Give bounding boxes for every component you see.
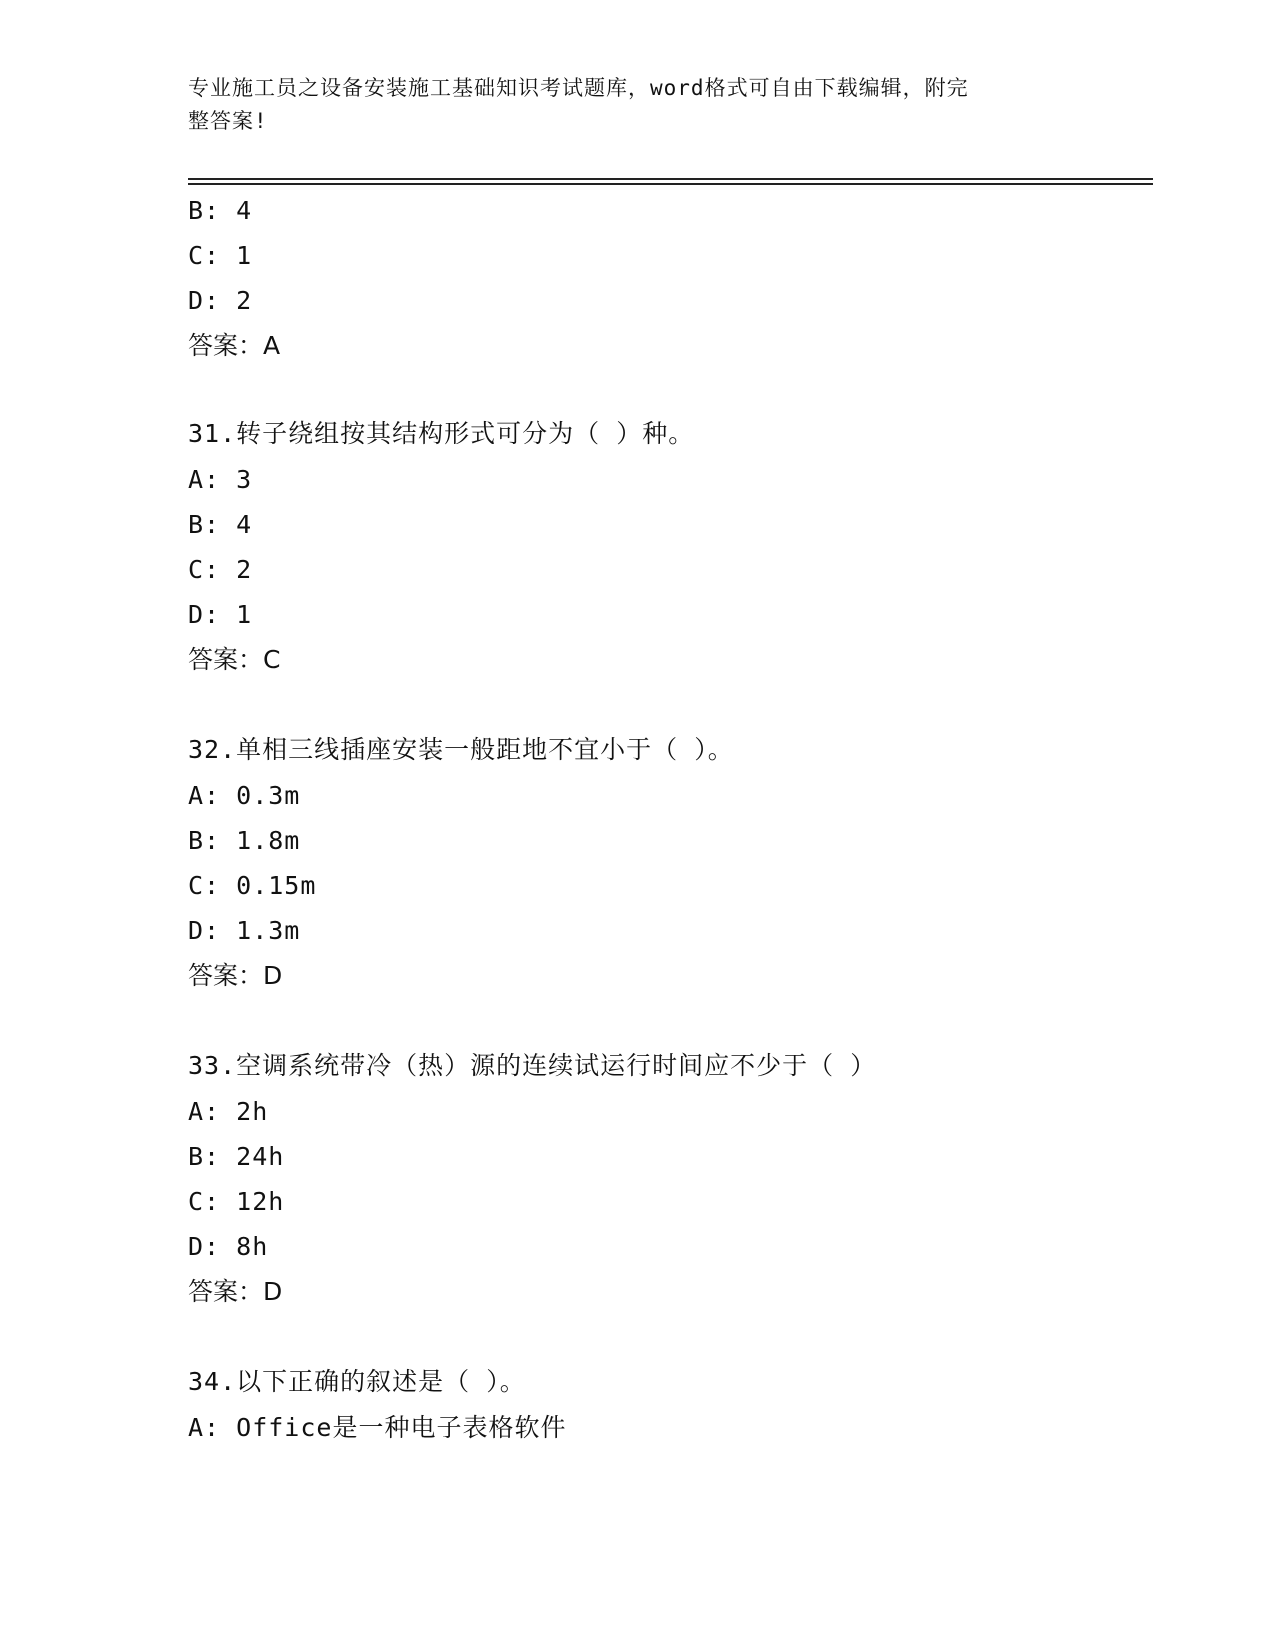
question-stem: 34.以下正确的叙述是（ ）。: [188, 1367, 526, 1396]
question-stem: 32.单相三线插座安装一般距地不宜小于（ ）。: [188, 735, 734, 764]
option-a: A: 0.3m: [188, 781, 301, 810]
option-d: D: 8h: [188, 1232, 269, 1261]
header-title-line-1: 专业施工员之设备安装施工基础知识考试题库，word格式可自由下载编辑，附完: [188, 76, 969, 100]
question-stem: 33.空调系统带冷（热）源的连续试运行时间应不少于（ ）: [188, 1051, 877, 1080]
answer-label: 答案：C: [188, 645, 281, 674]
option-b: B: 1.8m: [188, 826, 301, 855]
header-title-line-2: 整答案!: [188, 109, 268, 133]
answer-label: 答案：D: [188, 961, 283, 990]
answer-label: 答案：A: [188, 331, 281, 360]
option-a: A: Office是一种电子表格软件: [188, 1413, 567, 1442]
option-d: D: 1: [188, 600, 253, 629]
option-b: B: 24h: [188, 1142, 285, 1171]
header-rule-bottom: [188, 183, 1153, 185]
option-d: D: 1.3m: [188, 916, 301, 945]
question-stem: 31.转子绕组按其结构形式可分为（ ）种。: [188, 419, 695, 448]
option-c: C: 2: [188, 555, 253, 584]
option-b: B: 4: [188, 196, 253, 225]
option-b: B: 4: [188, 510, 253, 539]
document-header: [188, 72, 1068, 138]
option-d: D: 2: [188, 286, 253, 315]
option-c: C: 0.15m: [188, 871, 317, 900]
option-a: A: 2h: [188, 1097, 269, 1126]
header-rule-top: [188, 178, 1153, 180]
option-c: C: 12h: [188, 1187, 285, 1216]
option-c: C: 1: [188, 241, 253, 270]
option-a: A: 3: [188, 465, 253, 494]
answer-label: 答案：D: [188, 1277, 283, 1306]
